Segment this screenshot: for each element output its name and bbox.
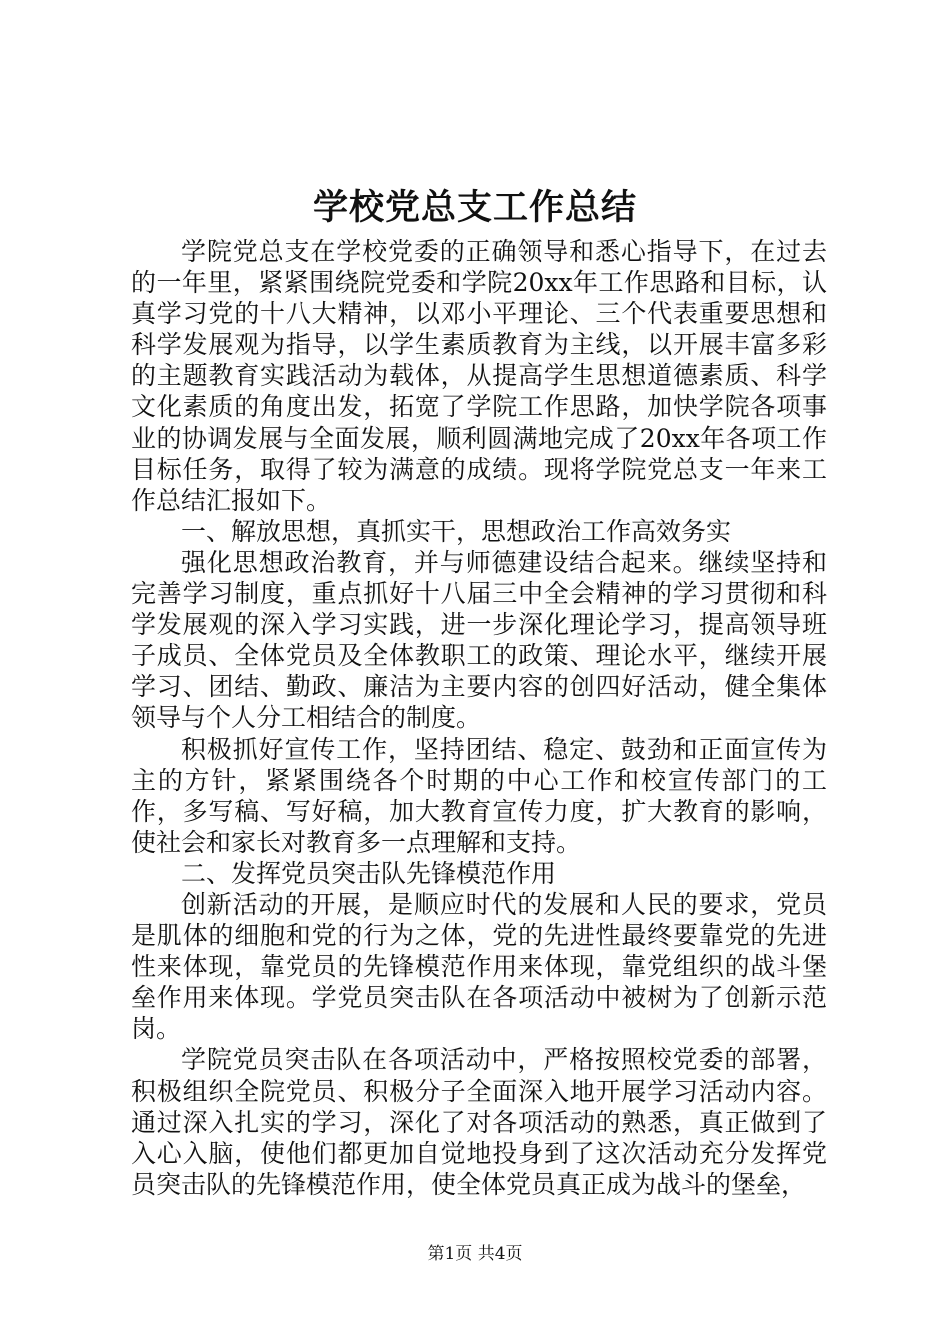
paragraph-2b: 学院党员突击队在各项活动中，严格按照校党委的部署，积极组织全院党员、积极分子全面深入地开展学习活动内容。通过深入扎实的学习，深化了对各项活动的熟悉，真正做到了入心入脑，使他们都更加自觉地投身到了这次活动充分发挥党员突击队的先锋模范作用，使全体党员真正成为战斗的堡垒， xyxy=(131,1045,827,1199)
paragraph-2a: 创新活动的开展，是顺应时代的发展和人民的要求，党员是肌体的细胞和党的行为之体，党的先进性最终要靠党的先进性来体现，靠党员的先锋模范作用来体现，靠党组织的战斗堡垒作用来体现。学党员突击队在各项活动中被树为了创新示范岗。 xyxy=(131,889,827,1044)
paragraph-1b: 积极抓好宣传工作，坚持团结、稳定、鼓劲和正面宣传为主的方针，紧紧围绕各个时期的中心工作和校宣传部门的工作，多写稿、写好稿，加大教育宣传力度，扩大教育的影响，使社会和家长对教育多一点理解和支持。 xyxy=(131,734,827,857)
page-number-footer: 第1页 共4页 xyxy=(427,1244,523,1264)
document-title: 学校党总支工作总结 xyxy=(312,187,637,228)
section-heading-1: 一、解放思想，真抓实干，思想政治工作高效务实 xyxy=(181,516,732,546)
paragraph-1a: 强化思想政治教育，并与师德建设结合起来。继续坚持和完善学习制度，重点抓好十八届三中全会精神的学习贯彻和科学发展观的深入学习实践，进一步深化理论学习，提高领导班子成员、全体党员及全体教职工的政策、理论水平，继续开展学习、团结、勤政、廉洁为主要内容的创四好活动，健全集体领导与个人分工相结合的制度。 xyxy=(131,547,827,733)
document-body xyxy=(131,236,827,1200)
paragraph-intro: 学院党总支在学校党委的正确领导和悉心指导下，在过去的一年里，紧紧围绕院党委和学院20xx年工作思路和目标，认真学习党的十八大精神，以邓小平理论、三个代表重要思想和科学发展观为指导，以学生素质教育为主线，以开展丰富多彩的主题教育实践活动为载体，从提高学生思想道德素质、科学文化素质的角度出发，拓宽了学院工作思路，加快学院各项事业的协调发展与全面发展，顺利圆满地完成了20xx年各项工作目标任务，取得了较为满意的成绩。现将学院党总支一年来工作总结汇报如下。 xyxy=(131,237,827,515)
section-heading-2: 二、发挥党员突击队先锋模范作用 xyxy=(181,858,557,888)
